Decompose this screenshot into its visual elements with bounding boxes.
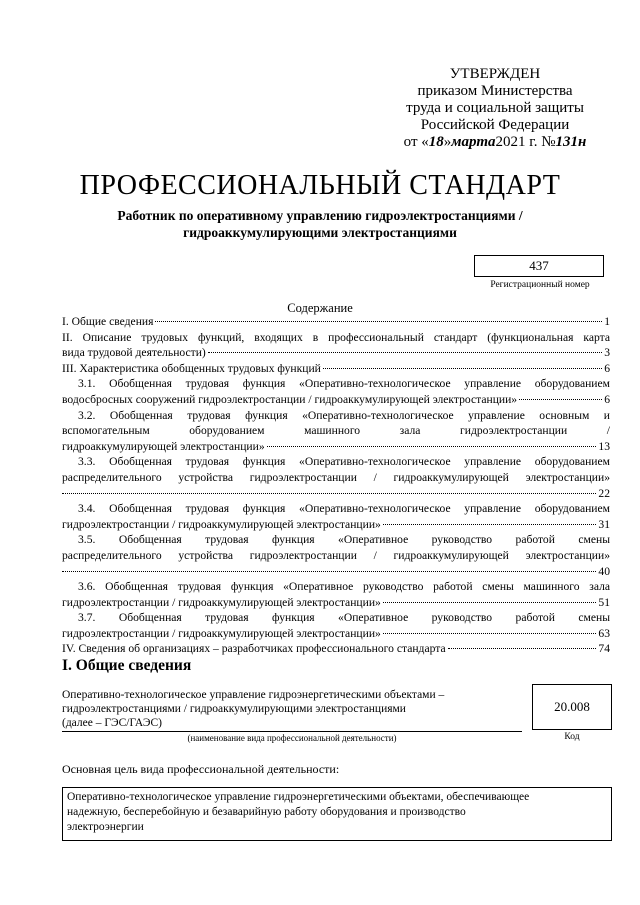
toc-item: IV. Сведения об организациях – разработчиках профессионального стандарта 74 xyxy=(62,642,610,656)
toc-item-text: распределительного устройства гидроэлектростанции / гидроаккумулирующей электростанции» xyxy=(62,470,610,484)
toc-item: гидроэлектростанции / гидроаккумулирующей электростанции» 51 xyxy=(62,595,610,609)
toc-item-text: 3.5. Обобщенная трудовая функция «Оперативное руководство работой смены xyxy=(78,533,610,547)
handwritten-number: 131н xyxy=(555,134,587,150)
toc-item-text: распределительного устройства гидроэлектростанции / гидроаккумулирующей электростанции» xyxy=(62,548,610,562)
toc-item: 22 xyxy=(62,486,610,502)
toc-item-text: 3.2. Обобщенная трудовая функция «Оперативно-технологическое управление основным и xyxy=(78,408,610,422)
toc-item-text: 3.6. Обобщенная трудовая функция «Оперативное руководство работой смены машинного зала xyxy=(78,580,610,594)
toc-item-text: II. Описание трудовых функций, входящих в профессиональный стандарт (функциональная карта xyxy=(62,330,610,344)
toc-item-text: вспомогательным оборудованием машинного зала гидроэлектростанции / xyxy=(62,424,610,438)
toc-item: водосбросных сооружений гидроэлектростанции / гидроаккумулирующей электростанции» 6 xyxy=(62,392,610,406)
approval-line: труда и социальной защиты xyxy=(406,100,584,116)
handwritten-month: марта xyxy=(451,134,496,150)
approval-date: от «18»марта2021 г. №131н xyxy=(403,134,587,150)
goal-label: Основная цель вида профессиональной деятельности: xyxy=(62,762,340,776)
document-title: ПРОФЕССИОНАЛЬНЫЙ СТАНДАРТ xyxy=(79,170,561,201)
table-of-contents xyxy=(62,314,610,657)
approval-line: УТВЕРЖДЕН xyxy=(449,66,541,82)
approval-line: приказом Министерства xyxy=(417,83,573,99)
toc-item: III. Характеристика обобщенных трудовых функций 6 xyxy=(62,361,610,375)
toc-heading: Содержание xyxy=(287,301,353,315)
handwritten-day: 18 xyxy=(428,134,444,150)
toc-item-text: 3.3. Обобщенная трудовая функция «Оперативно-технологическое управление оборудованием xyxy=(78,455,610,469)
goal-box: Оперативно-технологическое управление гидроэнергетическими объектами, обеспечивающее надежную, бесперебойную и безаварийную работу оборудования и производство электроэнергии xyxy=(62,787,612,841)
toc-item-text: 3.4. Обобщенная трудовая функция «Оперативно-технологическое управление оборудованием xyxy=(78,502,610,516)
activity-kind-caption: (наименование вида профессиональной деятельности) xyxy=(187,733,397,743)
toc-item: гидроаккумулирующей электростанции» 13 xyxy=(62,439,610,453)
registration-number-box: 437 xyxy=(474,255,604,277)
activity-kind-name: Оперативно-технологическое управление гидроэнергетическими объектами – гидроэлектростанциями / гидроаккумулирующими электростанциями (далее – ГЭС/ГАЭС) xyxy=(62,689,445,729)
registration-label: Регистрационный номер xyxy=(490,280,590,290)
activity-code-box: 20.008 xyxy=(532,684,612,730)
approval-line: Российской Федерации xyxy=(420,117,570,133)
section-heading: I. Общие сведения xyxy=(62,657,192,674)
toc-item: I. Общие сведения 1 xyxy=(62,315,610,328)
toc-item: гидроэлектростанции / гидроаккумулирующей электростанции» 63 xyxy=(62,626,610,640)
toc-item-text: 3.7. Обобщенная трудовая функция «Оперативное руководство работой смены xyxy=(78,611,610,625)
approval-block xyxy=(380,66,610,151)
toc-item-text: 3.1. Обобщенная трудовая функция «Оперативно-технологическое управление оборудованием xyxy=(78,377,610,391)
toc-item: 40 xyxy=(62,564,610,580)
toc-item: гидроэлектростанции / гидроаккумулирующей электростанции» 31 xyxy=(62,517,610,531)
toc-item: вида трудовой деятельности) 3 xyxy=(62,346,610,360)
underline xyxy=(62,731,522,732)
activity-code-label: Код xyxy=(564,732,580,742)
document-subtitle: Работник по оперативному управлению гидроэлектростанциями / гидроаккумулирующими электростанциями xyxy=(117,208,523,240)
